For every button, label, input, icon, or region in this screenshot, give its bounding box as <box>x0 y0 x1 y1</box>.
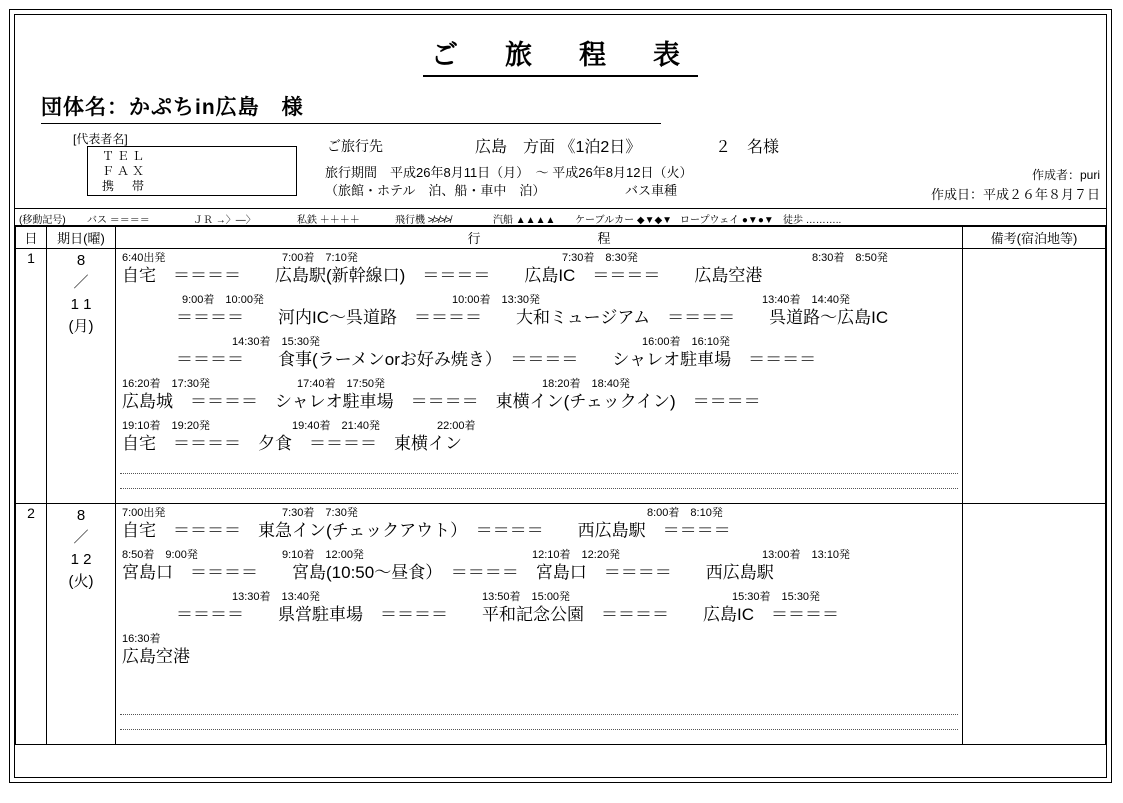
spacer <box>116 672 962 686</box>
legend-cablecar: ケーブルカー ◆▼◆▼ <box>575 215 673 226</box>
legend-bus: バス ＝＝＝＝ <box>87 215 150 226</box>
party-size: ２ 名様 <box>715 139 780 156</box>
itinerary-line <box>116 249 962 291</box>
itinerary-text: 自宅 ＝＝＝＝ 広島駅(新幹線口) ＝＝＝＝ 広島IC ＝＝＝＝ 広島空港 <box>122 266 763 285</box>
row-day-number: 1 <box>16 249 47 504</box>
table-row <box>16 504 1106 745</box>
spacer <box>116 459 962 473</box>
header-itinerary: 行 程 <box>116 227 963 249</box>
maker-name: 作成者：puri <box>1031 168 1100 182</box>
legend-symbol-label: (移動記号) <box>19 215 66 226</box>
time-label: 16:00着 16:10発 <box>642 336 731 348</box>
time-label: 13:00着 13:10発 <box>762 549 851 561</box>
title-area <box>15 33 1106 77</box>
fax-row: ＦＡＸ <box>102 164 148 178</box>
mobile-row: 携 帯 <box>102 179 148 193</box>
itinerary-text: 広島城 ＝＝＝＝ シャレオ駐車場 ＝＝＝＝ 東横イン(チェックイン) ＝＝＝＝ <box>122 392 761 411</box>
spacer <box>116 715 962 729</box>
time-label: 7:30着 7:30発 <box>282 507 358 519</box>
page-inner-border <box>14 14 1107 778</box>
time-label: 12:10着 12:20発 <box>532 549 621 561</box>
itinerary-line <box>116 417 962 459</box>
group-name-value: かぷちin広島 様 <box>129 96 304 119</box>
spacer <box>116 730 962 744</box>
itinerary-table <box>15 226 1106 745</box>
group-name-row <box>41 91 661 124</box>
made-date: 作成日：平成２６年８月７日 <box>930 187 1100 202</box>
header-date: 期日(曜) <box>47 227 116 249</box>
time-label: 13:50着 15:00発 <box>482 591 571 603</box>
time-label: 7:00出発 <box>122 507 166 519</box>
time-label: 17:40着 17:50発 <box>297 378 386 390</box>
date-month: 8 <box>76 507 86 524</box>
time-label: 14:30着 15:30発 <box>232 336 321 348</box>
time-label: 16:20着 17:30発 <box>122 378 211 390</box>
representative-label: [代表者名] <box>73 132 128 146</box>
row-day-number: 2 <box>16 504 47 745</box>
row-note <box>963 504 1106 745</box>
itinerary-line <box>116 546 962 588</box>
itinerary-line <box>116 375 962 417</box>
itinerary-text: ＝＝＝＝ 食事(ラーメンorお好み焼き） ＝＝＝＝ シャレオ駐車場 ＝＝＝＝ <box>176 350 817 369</box>
time-label: 9:00着 10:00発 <box>182 294 264 306</box>
header-note: 備考(宿泊地等) <box>963 227 1106 249</box>
time-label: 8:30着 8:50発 <box>812 252 888 264</box>
date-slash: ／ <box>73 529 89 546</box>
itinerary-line <box>116 504 962 546</box>
group-name-label: 団体名： <box>41 96 129 119</box>
spacer <box>116 489 962 503</box>
time-label: 22:00着 <box>437 420 476 432</box>
date-day: 1 2 <box>70 551 92 568</box>
itinerary-page <box>9 9 1112 783</box>
travel-period: 旅行期間 平成26年8月11日（月） 〜 平成26年8月12日（火） <box>325 165 693 180</box>
time-label: 19:40着 21:40発 <box>292 420 381 432</box>
transport-legend <box>15 208 1106 226</box>
itinerary-line <box>116 630 962 672</box>
time-label: 6:40出発 <box>122 252 166 264</box>
stay-note: （旅館・ホテル 泊、船・車中 泊） <box>325 183 546 198</box>
itinerary-text: 宮島口 ＝＝＝＝ 宮島(10:50〜昼食） ＝＝＝＝ 宮島口 ＝＝＝＝ 西広島駅 <box>122 563 774 582</box>
representative-contact-box <box>87 146 297 196</box>
itinerary-line <box>116 333 962 375</box>
legend-jr: ＪＲ →〉—〉 <box>193 215 256 226</box>
destination-value: 広島 方面 《1泊2日》 <box>475 139 642 156</box>
time-label: 16:30着 <box>122 633 161 645</box>
time-label: 13:30着 13:40発 <box>232 591 321 603</box>
time-label: 8:50着 9:00発 <box>122 549 198 561</box>
time-label: 7:00着 7:10発 <box>282 252 358 264</box>
row-date <box>47 249 116 504</box>
legend-airplane: 飛行機 ≯≯≯≯ <box>395 215 452 226</box>
time-label: 7:30着 8:30発 <box>562 252 638 264</box>
tel-row: ＴＥＬ <box>102 149 148 163</box>
date-day: 1 1 <box>70 296 92 313</box>
legend-ropeway: ロープウェイ ●▼●▼ <box>680 215 774 226</box>
time-label: 18:20着 18:40発 <box>542 378 631 390</box>
row-itinerary <box>116 504 963 745</box>
row-note <box>963 249 1106 504</box>
destination-label: ご旅行先 <box>327 138 383 154</box>
table-header-row <box>16 227 1106 249</box>
header-info-block <box>15 130 1106 208</box>
spacer <box>116 474 962 488</box>
itinerary-text: 自宅 ＝＝＝＝ 夕食 ＝＝＝＝ 東横イン <box>122 434 462 453</box>
spacer <box>116 686 962 700</box>
legend-walk: 徒歩 ……….. <box>783 215 842 226</box>
itinerary-line <box>116 588 962 630</box>
time-label: 19:10着 19:20発 <box>122 420 211 432</box>
time-label: 8:00着 8:10発 <box>647 507 723 519</box>
row-itinerary <box>116 249 963 504</box>
bus-type-label: バス車種 <box>625 183 678 198</box>
date-month: 8 <box>76 252 86 269</box>
itinerary-text: 広島空港 <box>122 647 190 666</box>
time-label: 15:30着 15:30発 <box>732 591 821 603</box>
page-title: ご 旅 程 表 <box>423 33 698 77</box>
itinerary-text: ＝＝＝＝ 河内IC〜呉道路 ＝＝＝＝ 大和ミュージアム ＝＝＝＝ 呉道路〜広島IC <box>176 308 889 327</box>
date-weekday: (火) <box>68 573 94 590</box>
legend-private-rail: 私鉄 ＋＋＋＋ <box>297 215 360 226</box>
legend-ship: 汽船 ▲▲▲▲ <box>493 215 556 226</box>
spacer <box>116 700 962 714</box>
itinerary-line <box>116 291 962 333</box>
header-day: 日 <box>16 227 47 249</box>
itinerary-text: 自宅 ＝＝＝＝ 東急イン(チェックアウト） ＝＝＝＝ 西広島駅 ＝＝＝＝ <box>122 521 731 540</box>
table-row <box>16 249 1106 504</box>
itinerary-text: ＝＝＝＝ 県営駐車場 ＝＝＝＝ 平和記念公園 ＝＝＝＝ 広島IC ＝＝＝＝ <box>176 605 839 624</box>
time-label: 9:10着 12:00発 <box>282 549 364 561</box>
date-slash: ／ <box>73 274 89 291</box>
date-weekday: (月) <box>68 318 94 335</box>
row-date <box>47 504 116 745</box>
time-label: 10:00着 13:30発 <box>452 294 541 306</box>
time-label: 13:40着 14:40発 <box>762 294 851 306</box>
